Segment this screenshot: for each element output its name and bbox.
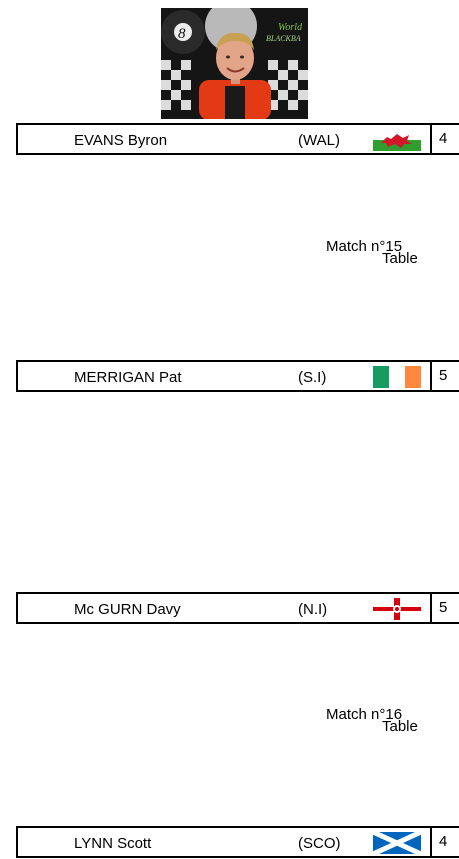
player-score: 5 — [430, 594, 459, 622]
svg-text:World: World — [278, 22, 303, 33]
player-row-merrigan — [16, 360, 459, 392]
player-photo — [161, 8, 308, 119]
player-country: (SCO) — [298, 835, 341, 852]
player-country: (S.I) — [298, 369, 327, 386]
wales-flag-icon — [373, 129, 421, 151]
scotland-flag-icon — [373, 832, 421, 854]
player-row-evans — [16, 123, 459, 155]
player-row-lynn — [16, 826, 459, 858]
player-row-mcgurn — [16, 592, 459, 624]
player-score: 5 — [430, 362, 459, 390]
player-name: MERRIGAN Pat — [74, 369, 182, 386]
svg-text:8: 8 — [178, 26, 186, 42]
svg-text:BLACKBA: BLACKBA — [266, 34, 301, 43]
table-label: Table — [382, 718, 418, 735]
player-photo-image — [161, 8, 308, 119]
player-country: (WAL) — [298, 132, 340, 149]
match-number: Match n°15 — [326, 238, 403, 255]
player-score: 4 — [430, 125, 459, 153]
player-name: EVANS Byron — [74, 132, 168, 149]
player-score: 4 — [430, 828, 459, 856]
player-name: Mc GURN Davy — [74, 601, 181, 618]
match-number: Match n°16 — [326, 706, 403, 723]
table-label: Table — [382, 250, 418, 267]
player-country: (N.I) — [298, 601, 328, 618]
ireland-flag-icon — [373, 366, 421, 388]
player-name: LYNN Scott — [74, 835, 152, 852]
northern-ireland-flag-icon — [373, 598, 421, 620]
